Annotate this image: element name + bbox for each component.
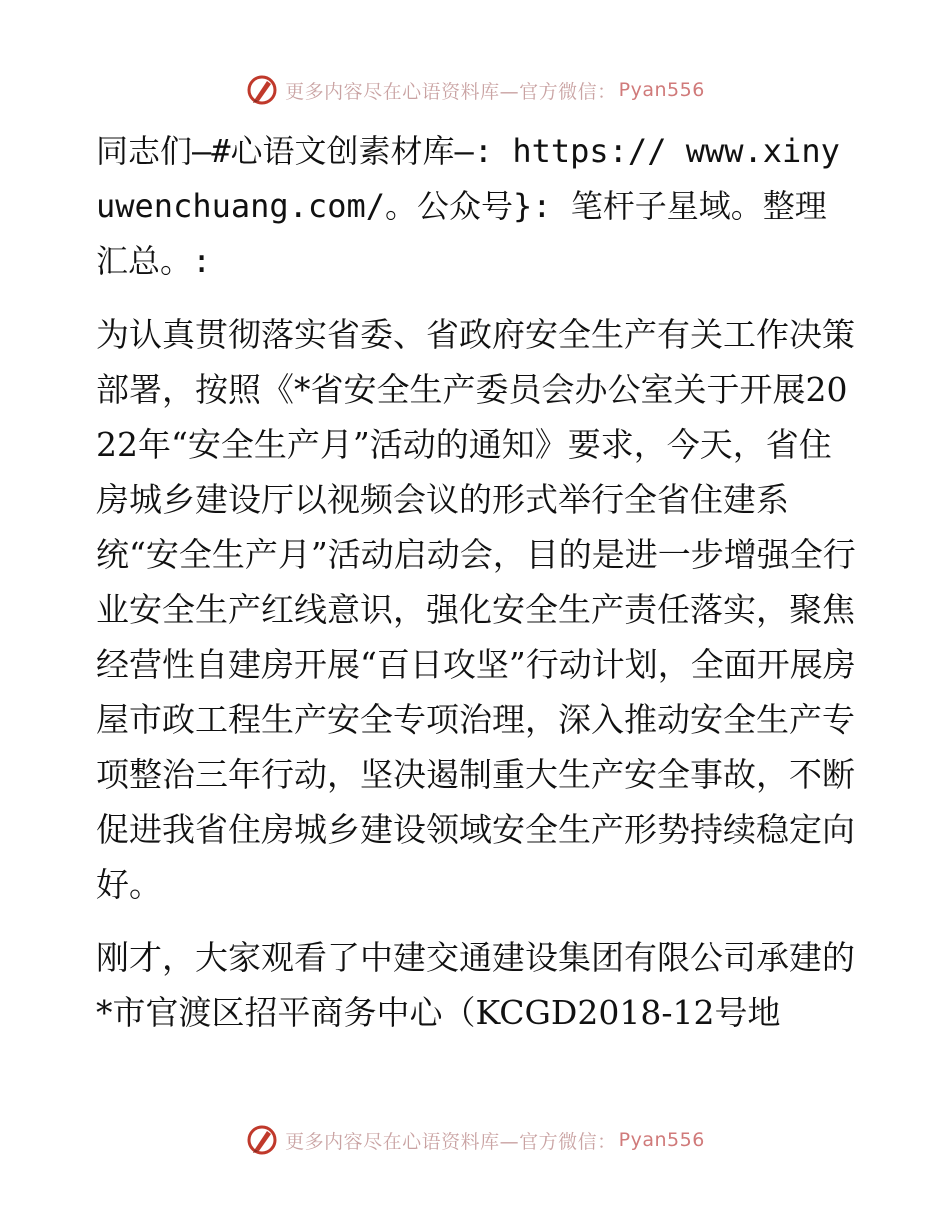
banner-text: 更多内容尽在心语资料库—官方微信： [285,80,617,103]
header-banner [0,70,950,110]
paragraph-continued: 刚才，大家观看了中建交通建设集团有限公司承建的*市官渡区招平商务中心（KCGD2018-12号地 [96,938,855,1032]
paragraph-main: 为认真贯彻落实省委、省政府安全生产有关工作决策部署，按照《*省安全生产委员会办公室关于开展2022年“安全生产月”活动的通知》要求，今天，省住房城乡建设厅以视频会议的形式举行全省住建系统“安全生产月”活动启动会，目的是进一步增强全行业安全生产红线意识，强化安全生产责任落实，聚焦经营性自建房开展“百日攻坚”行动计划，全面开展房屋市政工程生产安全专项治理，深入推动安全生产专项整治三年行动，坚决遏制重大生产安全事故，不断促进我省住房城乡建设领域安全生产形势持续稳定向好。 [96,315,856,904]
document-body [96,124,856,1058]
pen-logo-icon [245,73,279,107]
banner-contact: Pyan556 [618,1129,705,1151]
banner-contact: Pyan556 [618,79,705,101]
footer-banner [0,1120,950,1160]
pen-logo-icon [245,1123,279,1157]
banner-text: 更多内容尽在心语资料库—官方微信： [285,1130,617,1153]
paragraph-intro: 同志们—#心语文创素材库—: https:// www.xinyuwenchuang.com/。公众号}: 笔杆子星域。整理汇总。: [96,132,840,280]
